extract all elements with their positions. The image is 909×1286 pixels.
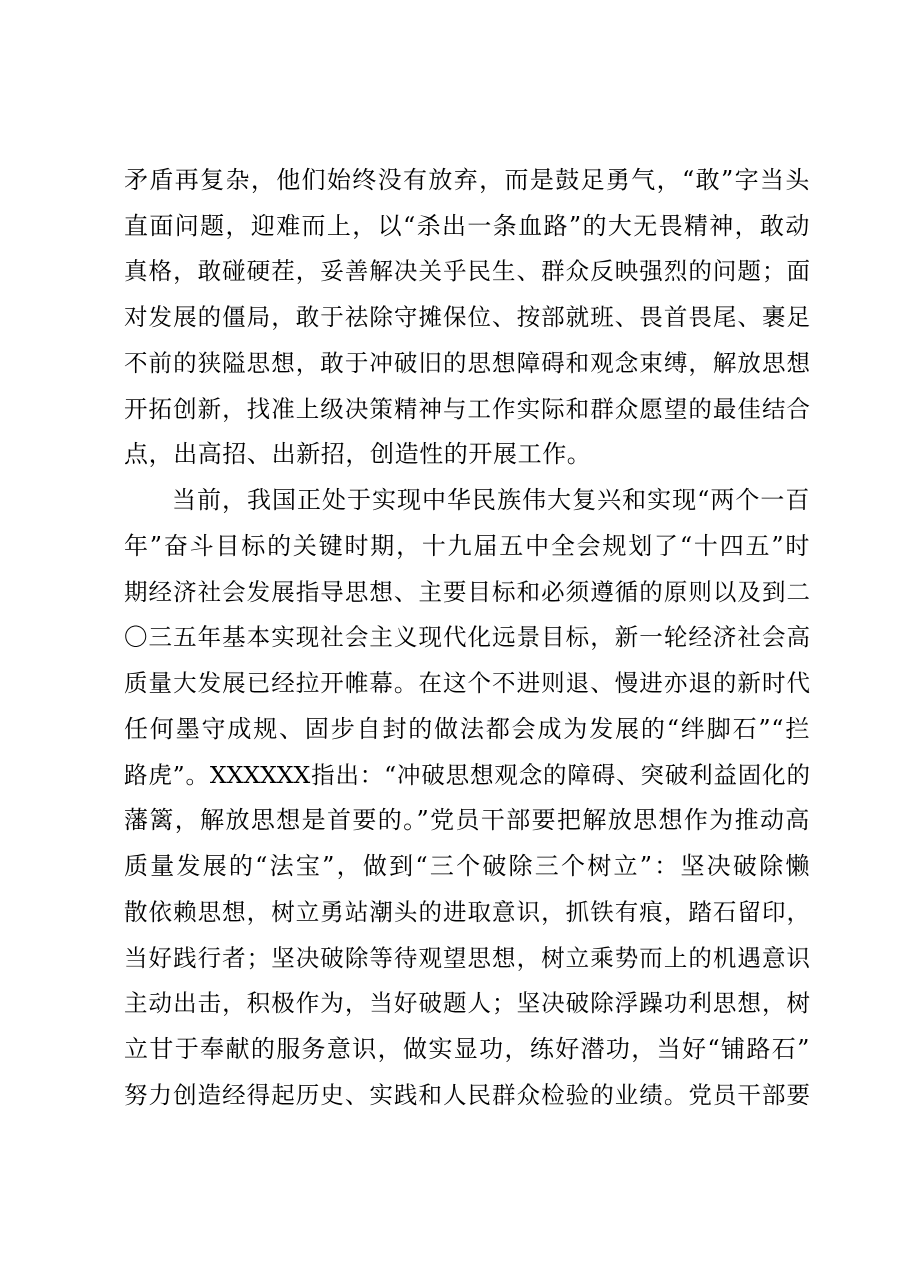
text-line: 散依赖思想，树立勇站潮头的进取意识，抓铁有痕，踏石留印， (124, 898, 810, 926)
text-line: 质量大发展已经拉开帷幕。在这个不进则退、慢进亦退的新时代 (124, 669, 810, 697)
text-line: 当好践行者；坚决破除等待观望思想，树立乘势而上的机遇意识 (124, 944, 810, 972)
text-line: 期经济社会发展指导思想、主要目标和必须遵循的原则以及到二 (124, 578, 810, 606)
text-line: 立甘于奉献的服务意识，做实显功，练好潜功，当好“铺路石” (124, 1035, 810, 1063)
text-line: 真格，敢碰硬茬，妥善解决关乎民生、群众反映强烈的问题；面 (124, 257, 810, 285)
text-line: 质量发展的“法宝”，做到“三个破除三个树立”：坚决破除懒 (124, 852, 810, 880)
text-line: 主动出击，积极作为，当好破题人；坚决破除浮躁功利思想，树 (124, 989, 810, 1017)
text-line: 对发展的僵局，敢于祛除守摊保位、按部就班、畏首畏尾、裹足 (124, 303, 810, 331)
text-line: 当前，我国正处于实现中华民族伟大复兴和实现“两个一百 (172, 486, 810, 514)
text-line: 矛盾再复杂，他们始终没有放弃，而是鼓足勇气，“敢”字当头 (124, 166, 810, 194)
text-line: 年”奋斗目标的关键时期，十九届五中全会规划了“十四五”时 (124, 532, 810, 560)
text-line: 努力创造经得起历史、实践和人民群众检验的业绩。党员干部要 (124, 1081, 810, 1109)
text-line: 不前的狭隘思想，敢于冲破旧的思想障碍和观念束缚，解放思想 (124, 349, 810, 377)
text-line: 开拓创新，找准上级决策精神与工作实际和群众愿望的最佳结合 (124, 395, 810, 423)
text-line: 藩篱，解放思想是首要的。”党员干部要把解放思想作为推动高 (124, 806, 810, 834)
text-line: 点，出高招、出新招，创造性的开展工作。 (124, 440, 592, 468)
text-line: 〇三五年基本实现社会主义现代化远景目标，新一轮经济社会高 (124, 623, 810, 651)
text-line: 任何墨守成规、固步自封的做法都会成为发展的“绊脚石”“拦 (124, 715, 810, 743)
text-line: 直面问题，迎难而上，以“杀出一条血路”的大无畏精神，敢动 (124, 212, 810, 240)
text-line: 路虎”。XXXXXX指出：“冲破思想观念的障碍、突破利益固化的 (124, 761, 810, 789)
